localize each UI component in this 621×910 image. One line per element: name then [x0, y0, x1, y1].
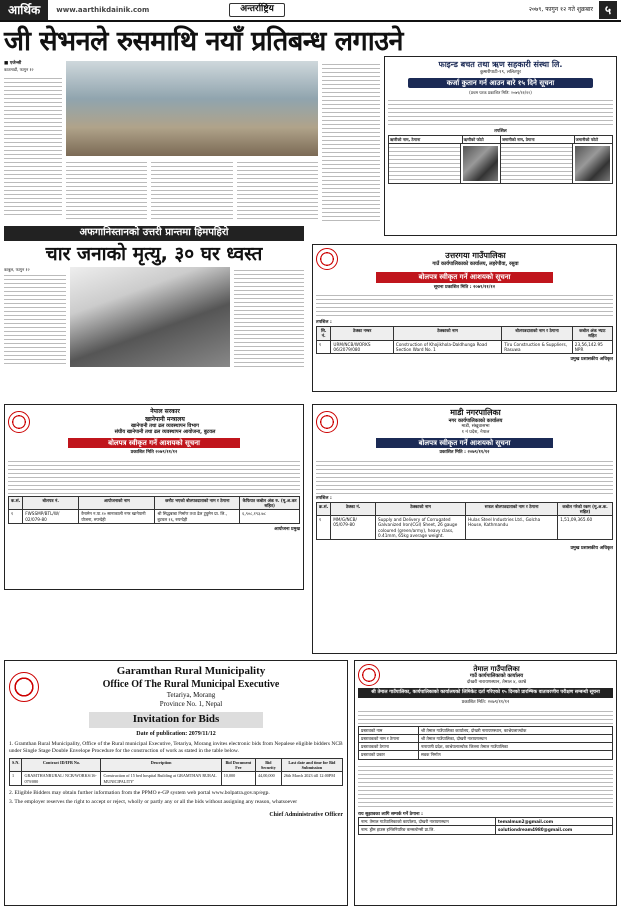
table-row — [10, 772, 343, 786]
table-row — [359, 726, 613, 734]
th: क्र.सं. — [317, 502, 331, 516]
office: गाउँ कार्यपालिकाको कार्यालय, लहरेपौवा, रसुवा — [432, 260, 519, 267]
date: प्रकाशित मिति: २०७९/११/१२ — [461, 699, 510, 705]
bid-table — [316, 326, 613, 354]
coop-label: तपशिल — [494, 129, 507, 135]
office: Office Of The Rural Municipal Executive — [102, 678, 280, 690]
coop-sub: कुमारीपाटी-१९, ललितपुर — [480, 70, 521, 75]
table-row — [359, 826, 613, 834]
email: solutiondream4980@gmail.com — [495, 826, 612, 834]
cell: URM/NCB/WORKS 06/2079/080 — [331, 340, 394, 354]
table-row — [359, 818, 613, 826]
th: आयोजनाको नाम — [79, 496, 155, 510]
cell: श्री सिद्धबाबा निर्माण तथा ढेल टुवुमेन प्रा. लि., बुटवल १६, रुपन्देही — [155, 510, 240, 524]
cell: श्री तेमाल गाउँपालिका कार्यालय, दोखरी नारायणस्थान, काभ्रेपलाञ्चोक — [419, 726, 613, 734]
coop-col-4: जमानीको फोटो — [575, 137, 598, 142]
th: बोलपत्रदाताको नाम र ठेगाना — [502, 327, 573, 341]
dept: खानेपानी तथा ढल व्यवस्थापन विभाग — [131, 423, 199, 429]
cell: 1 — [10, 772, 22, 786]
cell: Tiru Construction & Suppliers, Rasuwa — [502, 340, 573, 354]
bid-table — [316, 502, 613, 541]
cell: १ — [317, 340, 331, 354]
masthead — [0, 0, 621, 22]
addr2: १ नं प्रदेश, नेपाल — [461, 429, 490, 435]
th: ठेक्का नं. — [331, 502, 376, 516]
th: S.N. — [10, 758, 22, 772]
coop-col-3: जमानीको नाम, ठेगाना — [501, 136, 575, 143]
cell: सडक निर्माण — [419, 751, 613, 759]
date: प्रकाशित मिति २०७९/११/१२ — [130, 450, 178, 456]
notice-madi — [312, 404, 617, 654]
cell: नाम: ड्रीम हाउस इन्जिनियरिङ कन्सल्टेन्सी प्रा.लि. — [359, 826, 496, 834]
th: कैफियत कबोल अंक रु. (मू.अ.कर सहित) — [240, 496, 300, 510]
addr: माडी, संखुवासभा — [461, 424, 490, 430]
th: सि. नं. — [317, 327, 331, 341]
notice-temal — [354, 660, 617, 906]
notice-cooperative — [384, 56, 617, 236]
issue-date: २०७९, फागुन १२ गते शुक्रबार — [528, 6, 593, 14]
dateline: काबुल, फागुन १२ — [4, 266, 30, 272]
headline: चार जनाको मृत्यु, ३० घर ध्वस्त — [45, 242, 263, 265]
para-1: 1. Gramthan Rural Municipality, Office of the Rural municipal Executive, Tetariya, Morang invites electronic bids from Nepalese eligible bidders NCB under Single Stage Double Envelope Procedure for the construction of work as stated in the table below. — [9, 741, 343, 754]
office: संघीय खानेपानी तथा ढल व्यवस्थापन आयोजना, बुटवल — [114, 429, 216, 436]
cell: 44,00,000 — [255, 772, 281, 786]
guarantor-photo — [575, 146, 610, 181]
date: Date of publication: 2079/11/12 — [136, 730, 216, 737]
section-label: आर्थिक — [0, 0, 48, 20]
th: Description — [101, 758, 221, 772]
table-row — [359, 743, 613, 751]
email: temalmun2@gmail.com — [495, 818, 612, 826]
banner: Invitation for Bids — [89, 712, 263, 728]
org: तेमाल गाउँपालिका — [473, 664, 520, 673]
borrower-photo — [463, 146, 498, 181]
bid-table — [9, 758, 343, 786]
gov: नेपाल सरकार — [150, 408, 180, 415]
page-number: ५ — [599, 1, 617, 19]
footer: प्रमुख प्रशासकीय अधिकृत — [570, 546, 613, 551]
nepal-emblem-icon — [8, 411, 30, 433]
cell: Hulas Steel Industries Ltd., Golcha House, Kathmandu — [466, 516, 558, 540]
cell: Construction of Khojikhola-Daldhunga Road Section Ward No. 1 — [393, 340, 501, 354]
cell: 26th March 2023 till 12:00PM — [281, 772, 342, 786]
cell: १ — [9, 510, 23, 524]
headline: जी सेभनले रुसमाथि नयाँ प्रतिबन्ध लगाउने — [4, 26, 403, 57]
th: ठेक्काको नाम — [393, 327, 501, 341]
th: Last date and time for Bid Submission — [281, 758, 342, 772]
cell: प्रस्तावकको नाम र ठेगाना — [359, 734, 419, 742]
notice-uttargaya — [312, 244, 617, 392]
th: ठेक्का नम्बर — [331, 327, 394, 341]
byline: ■ एजेन्सी — [4, 61, 22, 66]
th: सफल बोलपत्रदाताको नाम र ठेगाना — [466, 502, 558, 516]
cell: वैनामेन न.पा.१० सानाकाली नगर खानेपानी योजना, रुपन्देही — [79, 510, 155, 524]
addr: दोखरी नारायणस्थान, तेमाल ४, काभ्रे — [466, 679, 527, 685]
story-afghan-avalanche — [4, 226, 304, 378]
coop-title: फाइन्ड बचत तथा ऋण सहकारी संस्था लि. — [438, 60, 563, 69]
para-3: 3. The employer reserves the right to accept or reject, wholly or partly any or all the bids without assigning any reason, whatsoever — [9, 798, 298, 805]
kicker: अफगानिस्तानको उत्तरी प्रान्तमा हिमपहिरो — [4, 226, 304, 241]
cell: Supply and Delivery of Corrugated Galvanized Iron(CGI) Sheet, 26 gauge coloured (green/army), heavy class, 0.41mm, 65kg average weight. — [376, 516, 466, 540]
label: तपशिल : — [316, 320, 332, 326]
th: क.सं. — [9, 496, 23, 510]
banner: श्री तेमाल गाउँपालिका, कार्यपालिकाको कार्यालयको लिमिकेट दर्ता गरिएको १५ दिनको प्रारम्भिक वातावरणीय परीक्षण सम्बन्धी सूचना — [358, 688, 613, 698]
office: नगर कार्यपालिकाको कार्यालय — [448, 418, 503, 424]
table-row — [317, 340, 613, 354]
cell: Construction of 15 bed hospital Building at GRAMTHAN RURAL MUNICIPALITY' — [101, 772, 221, 786]
nepal-emblem-icon — [358, 664, 380, 686]
cell: GRAMTHANRURAL/ NCB/WORKS/16-079/080 — [22, 772, 101, 786]
footer: प्रमुख प्रशासकीय अधिकृत — [570, 357, 613, 362]
bid-table — [8, 496, 300, 524]
cell: नाम: तेमाल गाउँपालिकाको कार्यालय, दोखरी नारायणस्थान — [359, 818, 496, 826]
province: Province No. 1, Nepal — [159, 700, 223, 708]
table-row — [359, 734, 613, 742]
table-row — [359, 751, 613, 759]
cell: MM/G/NCB/ 05/079-80 — [331, 516, 376, 540]
notice-gramthan — [4, 660, 348, 906]
ministry: खानेपानी मन्त्रालय — [145, 415, 185, 423]
banner: बोलपत्र स्वीकृत गर्ने आशयको सूचना — [376, 272, 553, 283]
org: Garamthan Rural Municipality — [116, 665, 266, 677]
th: Bid Security — [255, 758, 281, 772]
addr: Tetariya, Morang — [166, 691, 216, 700]
contact-label: राय सुझावका लागि सम्पर्क गर्ने ठेगाना : — [358, 811, 423, 817]
story-g7-sanctions — [4, 25, 403, 223]
cell: श्री तेमाल गाउँपालिका, दोखरी नारायणस्थान — [419, 734, 613, 742]
th: कबोल अंक भ्याट सहित — [572, 327, 612, 341]
cell: प्रस्तावको प्रकार — [359, 751, 419, 759]
para-2: 2. Eligible Bidders may obtain further information from the PPMO e-GP system web portal www.bolpatra.gov.np/egp. — [9, 789, 270, 796]
th: छनौट भएको बोलपत्रदाताको नाम र ठेगाना — [155, 496, 240, 510]
footer: आयोजना प्रमुख — [274, 526, 300, 532]
th: Bid Document Fee — [221, 758, 255, 772]
notice-water — [4, 404, 304, 590]
table-row — [9, 510, 300, 524]
cell: FWSSMP/BTL/W/ 02/079-80 — [23, 510, 79, 524]
date: सूचना प्रकाशित मिति : २०७९/११/१२ — [433, 284, 496, 290]
avalanche-photo — [70, 267, 230, 367]
info-table — [358, 726, 613, 760]
dateline: काठमाडौं, फागुन १२ — [4, 66, 34, 72]
coop-date: (प्रथम पटक प्रकाशित मिति: २०७९/११/१२) — [469, 90, 532, 96]
org: माडी नगरपालिका — [450, 408, 501, 417]
nepal-emblem-icon — [316, 248, 338, 270]
coop-col-1: ऋणीको नाम, ठेगाना — [389, 136, 463, 143]
th: Contract ID/IFB No. — [22, 758, 101, 772]
banner: बोलपत्र स्वीकृत गर्ने आशयको सूचना — [68, 438, 240, 449]
contact-table — [358, 817, 613, 835]
org: उत्तरगया गाउँपालिका — [445, 250, 506, 260]
th: कबोल गरेको रकम (मू.अ.क. सहित) — [558, 502, 613, 516]
date: प्रकाशित मिति : २०७९/११/१२ — [439, 450, 490, 456]
category-label: अन्तर्राष्ट्रिय — [229, 3, 285, 16]
cell: 1,51,09,365.60 — [558, 516, 613, 540]
nepal-emblem-icon — [9, 672, 39, 702]
cell: प्रस्तावकको ठेगाना — [359, 743, 419, 751]
th: ठेक्काको नाम — [376, 502, 466, 516]
office: गाउँ कार्यपालिकाको कार्यालय — [469, 673, 524, 680]
footer: Chief Administrative Officer — [269, 811, 343, 818]
cell: 23,56,142.95 NPR — [572, 340, 612, 354]
flags-photo — [66, 61, 318, 156]
cell: प्रस्तावको नाम — [359, 726, 419, 734]
label: तपशिल : — [316, 495, 332, 501]
cell: ६,९०८,१९३.७८ — [240, 510, 300, 524]
coop-banner: कर्जा कुतान गर्न आउन बारे १५ दिने सूचना — [408, 78, 593, 89]
cell: १ — [317, 516, 331, 540]
cell: नारायणी प्रदेश, काभ्रेपलाञ्चोक जिल्ला तेमाल गाउँपालिका — [419, 743, 613, 751]
cell: 10,000 — [221, 772, 255, 786]
th: बोलपत्र नं. — [23, 496, 79, 510]
table-row — [317, 516, 613, 540]
site-url: www.aarthikdainik.com — [56, 5, 150, 14]
banner: बोलपत्र स्वीकृत गर्ने आशयको सूचना — [376, 438, 553, 449]
nepal-emblem-icon — [316, 411, 338, 433]
coop-col-2: ऋणीको फोटो — [463, 136, 501, 143]
